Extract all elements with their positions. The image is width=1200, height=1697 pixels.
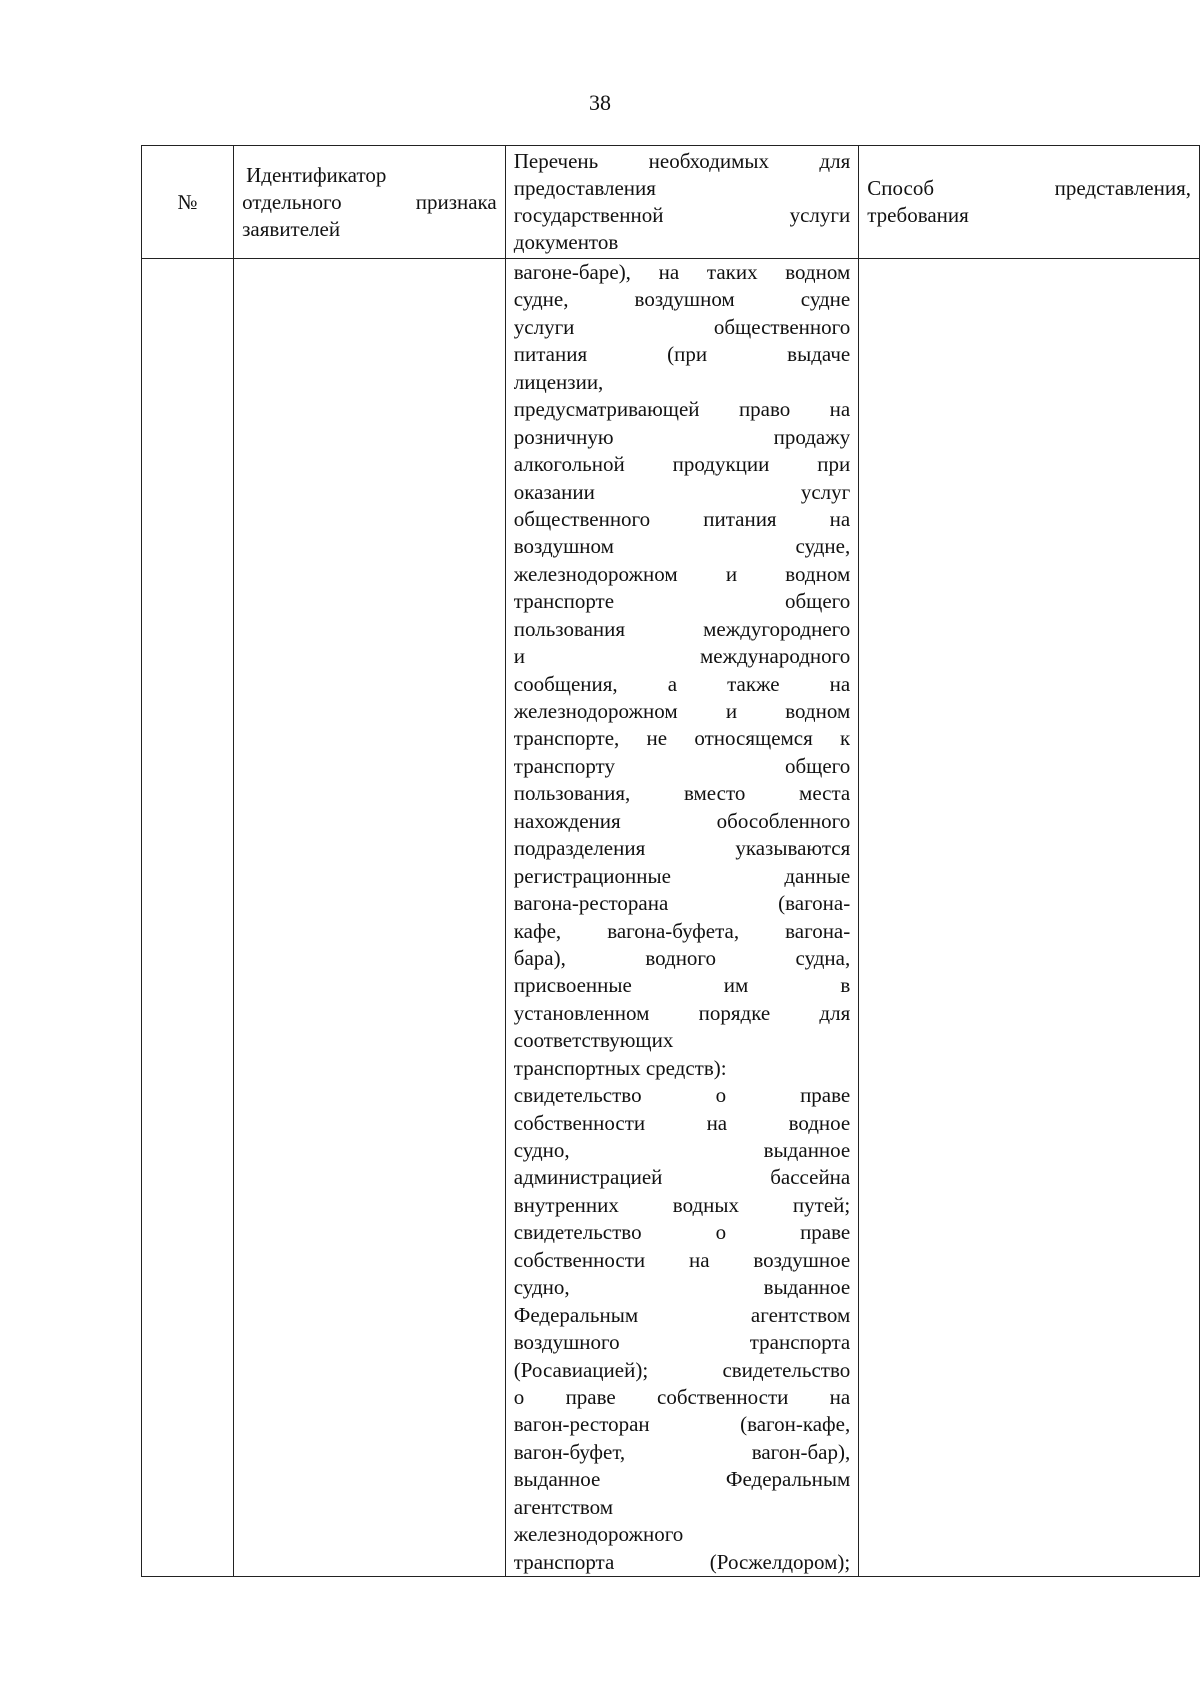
header-documents bbox=[505, 146, 858, 259]
documents-line: кафе, вагона-буфета, вагона- bbox=[513, 918, 851, 943]
documents-line: услуги общественного bbox=[513, 314, 851, 339]
documents-line: нахождения обособленного bbox=[513, 808, 851, 833]
documents-line: пользования, вместо места bbox=[513, 781, 851, 806]
documents-line: агентством bbox=[513, 1494, 614, 1519]
documents-line: судно, выданное bbox=[513, 1275, 851, 1300]
header-identifier-line: отдельного признака bbox=[242, 189, 497, 214]
documents-table bbox=[141, 145, 1200, 1577]
documents-line: железнодорожном и водном bbox=[513, 699, 851, 723]
table-row bbox=[142, 259, 1200, 1577]
documents-line: транспорте общего bbox=[513, 589, 851, 614]
documents-line: о праве собственности на bbox=[513, 1384, 851, 1409]
header-documents-text bbox=[514, 148, 850, 256]
documents-line: подразделения указываются bbox=[513, 836, 851, 861]
documents-line: администрацией бассейна bbox=[513, 1165, 851, 1190]
documents-line: железнодорожном и водном bbox=[513, 561, 851, 586]
documents-line: оказании услуг bbox=[513, 479, 851, 504]
page-number: 38 bbox=[589, 90, 611, 115]
documents-text bbox=[514, 259, 850, 1576]
documents-line: лицензии, bbox=[513, 369, 604, 394]
header-method-line: требования bbox=[867, 203, 969, 227]
documents-line: соответствующих bbox=[513, 1028, 674, 1053]
documents-line: и международного bbox=[513, 644, 851, 669]
documents-line: свидетельство о праве bbox=[513, 1083, 851, 1108]
documents-line: вагоне-баре), на таких водном bbox=[513, 260, 851, 284]
header-identifier bbox=[234, 146, 506, 259]
documents-line: выданное Федеральным bbox=[513, 1467, 851, 1492]
cell-number bbox=[142, 259, 234, 1577]
table-header-row bbox=[142, 146, 1200, 259]
documents-line: вагона-ресторана (вагона- bbox=[513, 891, 851, 916]
header-documents-line: документов bbox=[513, 230, 619, 254]
documents-line: транспорте, не относящемся к bbox=[513, 726, 851, 751]
header-number: № bbox=[142, 146, 234, 259]
header-documents-line: Перечень необходимых для bbox=[513, 149, 851, 173]
cell-method bbox=[859, 259, 1200, 1577]
documents-line: предусматривающей право на bbox=[513, 397, 851, 422]
header-identifier-line: заявителей bbox=[242, 216, 341, 241]
documents-line: алкогольной продукции при bbox=[513, 452, 851, 477]
documents-line: собственности на воздушное bbox=[513, 1247, 851, 1272]
header-identifier-line: Идентификатор bbox=[246, 162, 387, 187]
documents-line: присвоенные им в bbox=[513, 973, 851, 998]
header-identifier-text bbox=[242, 162, 497, 243]
documents-line: воздушном судне, bbox=[513, 534, 851, 559]
documents-line: сообщения, а также на bbox=[513, 671, 851, 696]
documents-line: общественного питания на bbox=[513, 506, 851, 531]
documents-line: воздушного транспорта bbox=[513, 1330, 851, 1355]
documents-line: свидетельство о праве bbox=[513, 1220, 851, 1245]
documents-line: транспорту общего bbox=[513, 753, 851, 778]
documents-line: регистрационные данные bbox=[513, 863, 851, 888]
documents-line: розничную продажу bbox=[513, 424, 851, 449]
documents-line: внутренних водных путей; bbox=[513, 1192, 851, 1217]
documents-line: вагон-буфет, вагон-бар), bbox=[513, 1439, 851, 1464]
documents-line: Федеральным агентством bbox=[513, 1302, 851, 1327]
table-header bbox=[142, 146, 1200, 259]
header-documents-line: предоставления bbox=[513, 176, 656, 200]
documents-line: транспорта (Росжелдором); bbox=[513, 1549, 851, 1574]
header-method-line: Способ представления, bbox=[867, 176, 1191, 200]
cell-documents bbox=[505, 259, 858, 1577]
documents-line: установленном порядке для bbox=[513, 1000, 851, 1025]
header-method bbox=[859, 146, 1200, 259]
header-method-text bbox=[867, 175, 1191, 229]
documents-line: вагон-ресторан (вагон-кафе, bbox=[513, 1412, 851, 1437]
documents-line: судно, выданное bbox=[513, 1138, 851, 1162]
table-body bbox=[142, 259, 1200, 1577]
documents-line: бара), водного судна, bbox=[513, 945, 851, 970]
documents-line: (Росавиацией); свидетельство bbox=[513, 1357, 851, 1382]
documents-line: собственности на водное bbox=[513, 1110, 851, 1135]
documents-line: железнодорожного bbox=[513, 1522, 684, 1547]
documents-line: транспортных средств): bbox=[513, 1055, 727, 1080]
header-documents-line: государственной услуги bbox=[513, 203, 851, 227]
documents-line: пользования междугороднего bbox=[513, 616, 851, 641]
documents-line: питания (при выдаче bbox=[513, 342, 851, 367]
documents-line: судне, воздушном судне bbox=[513, 287, 851, 312]
cell-identifier bbox=[234, 259, 506, 1577]
